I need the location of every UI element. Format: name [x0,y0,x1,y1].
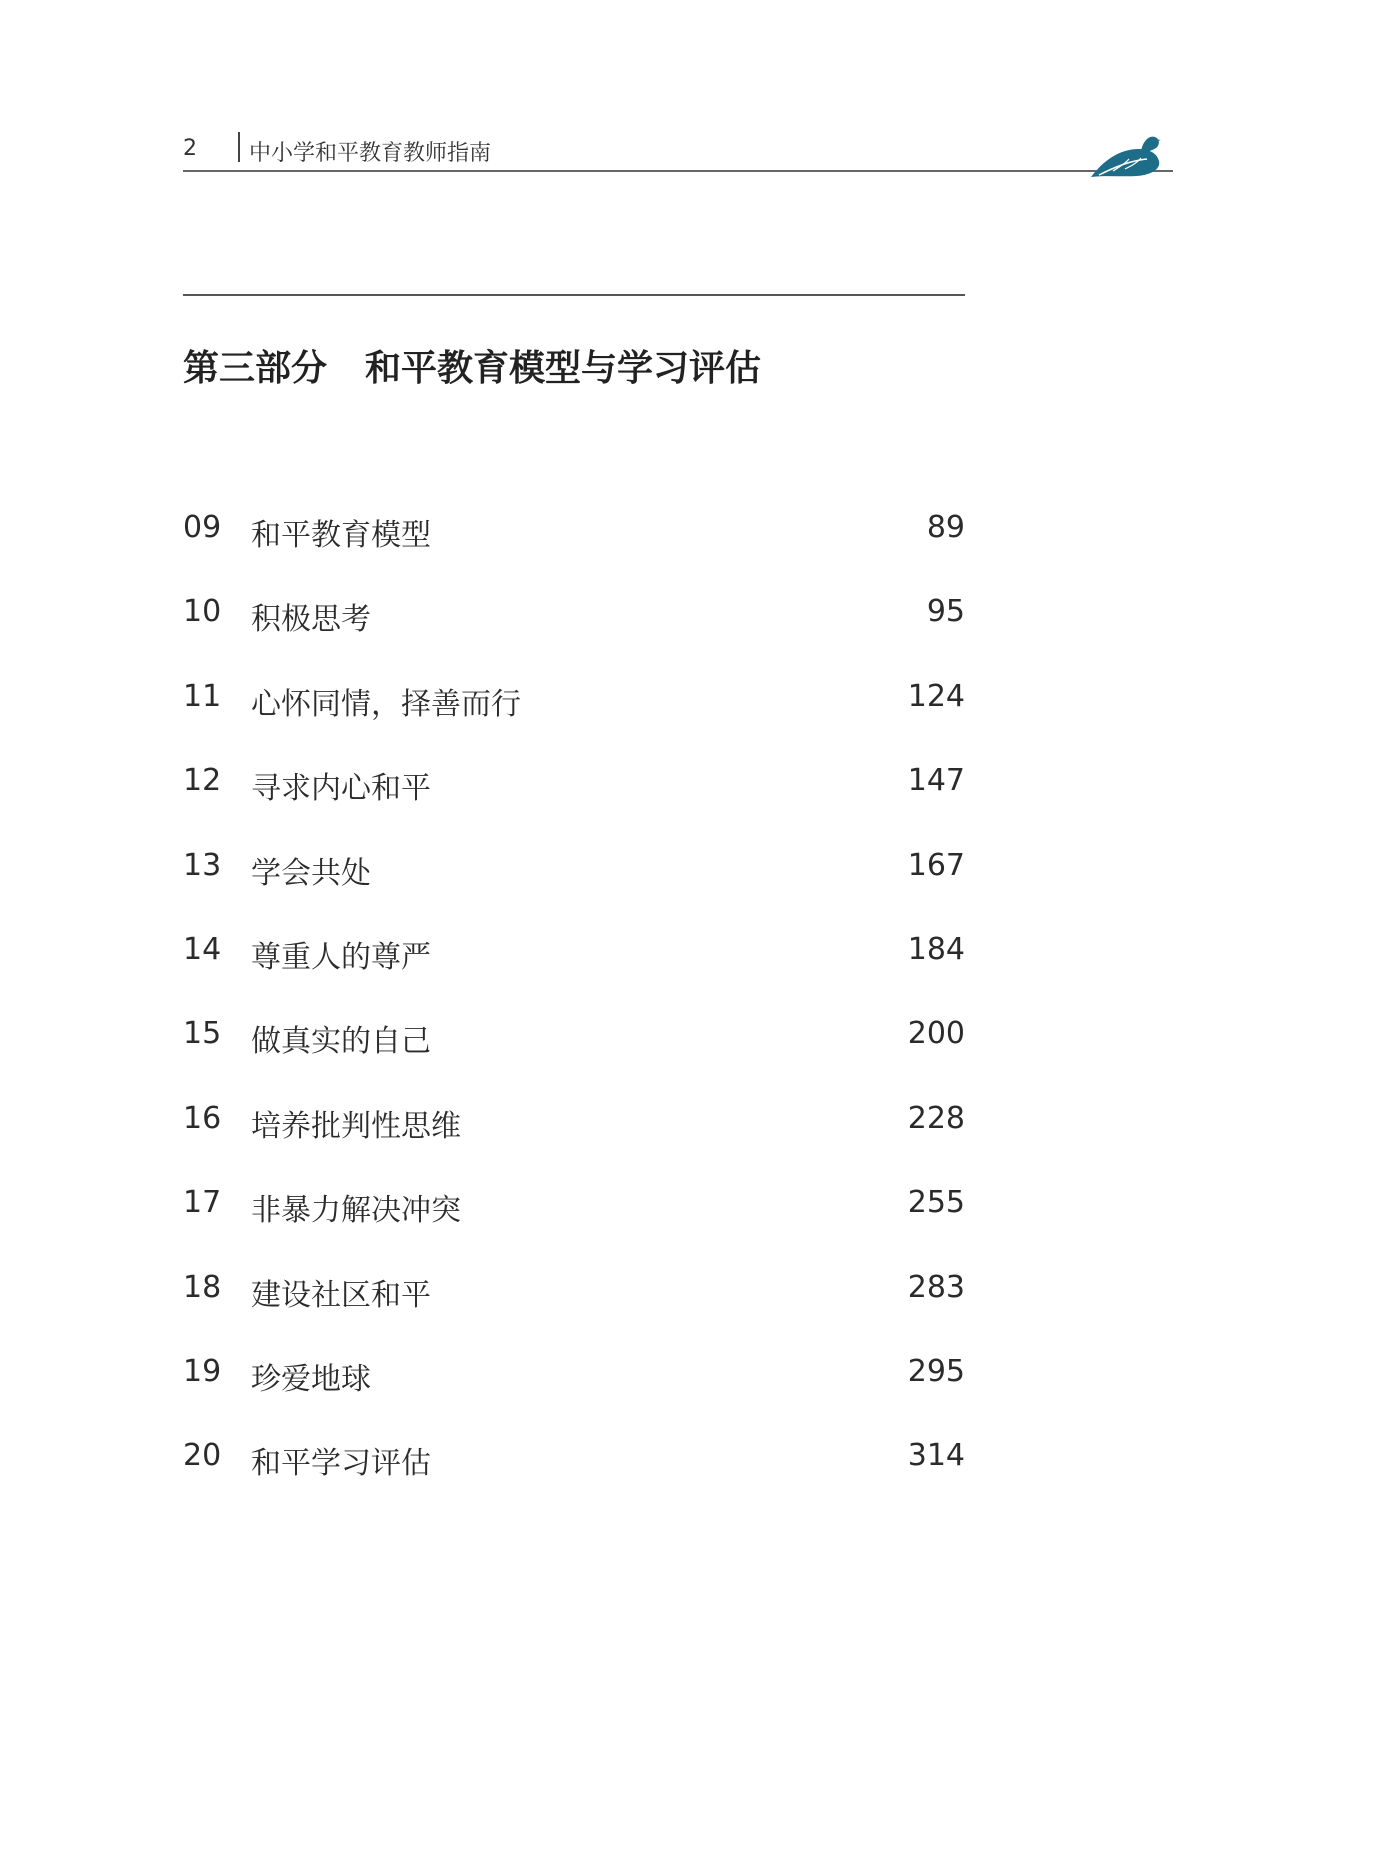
toc-chapter-number: 20 [183,1438,222,1474]
toc-chapter-number: 13 [183,847,222,883]
toc-chapter-number: 12 [183,763,222,799]
toc-page-number: 283 [907,1269,965,1305]
toc-page-number: 228 [907,1100,965,1136]
toc-page-number: 184 [907,931,965,967]
toc-page-number: 167 [907,847,965,883]
toc-chapter-title: 珍爱地球 [251,1361,371,1397]
toc-entry[interactable] [183,500,965,584]
toc-page-number: 95 [926,594,965,630]
toc-page-number: 295 [907,1353,965,1389]
toc-chapter-number: 17 [183,1185,222,1221]
section-rule [183,294,965,296]
book-title: 中小学和平教育教师指南 [249,141,492,166]
toc-entry[interactable] [183,838,965,922]
toc-page-number: 147 [907,763,965,799]
toc-entry[interactable] [183,1006,965,1090]
toc-chapter-title: 尊重人的尊严 [251,939,431,975]
toc-entry[interactable] [183,1428,965,1512]
running-header [183,128,1173,174]
toc-chapter-number: 09 [183,510,222,545]
toc-chapter-title: 和平学习评估 [251,1446,431,1482]
toc-chapter-title: 和平教育模型 [251,518,431,553]
toc-entry[interactable] [183,1091,965,1175]
bird-leaf-logo-icon [1089,131,1165,181]
toc-page-number: 200 [907,1016,965,1052]
toc-chapter-number: 10 [183,594,222,630]
toc-page-number: 89 [926,510,965,545]
toc-chapter-number: 14 [183,931,222,967]
toc-entry[interactable] [183,1175,965,1259]
toc-chapter-title: 非暴力解决冲突 [251,1193,461,1229]
toc-chapter-title: 培养批判性思维 [251,1108,461,1144]
toc-chapter-number: 11 [183,678,222,714]
toc-entry[interactable] [183,669,965,753]
toc-chapter-number: 19 [183,1353,222,1389]
part-title: 和平教育模型与学习评估 [365,348,762,389]
toc-entry[interactable] [183,1260,965,1344]
header-divider [238,132,240,162]
toc-chapter-number: 16 [183,1100,222,1136]
toc-entry[interactable] [183,922,965,1006]
toc-chapter-number: 15 [183,1016,222,1052]
header-rule [183,170,1173,172]
part-heading [183,340,761,391]
toc-chapter-title: 积极思考 [251,602,371,638]
toc-chapter-title: 做真实的自己 [251,1024,431,1060]
part-label: 第三部分 [183,348,328,389]
toc-page-number: 314 [907,1438,965,1474]
toc-chapter-title: 寻求内心和平 [251,771,431,807]
toc-page-number: 255 [907,1185,965,1221]
page-number: 2 [183,136,197,161]
toc-entry[interactable] [183,1344,965,1428]
toc-chapter-title: 建设社区和平 [251,1277,431,1313]
toc-entry[interactable] [183,584,965,668]
toc-chapter-title: 心怀同情，择善而行 [251,686,521,722]
toc-chapter-title: 学会共处 [251,855,371,891]
table-of-contents [183,500,965,1513]
toc-entry[interactable] [183,753,965,837]
toc-chapter-number: 18 [183,1269,222,1305]
toc-page-number: 124 [907,678,965,714]
